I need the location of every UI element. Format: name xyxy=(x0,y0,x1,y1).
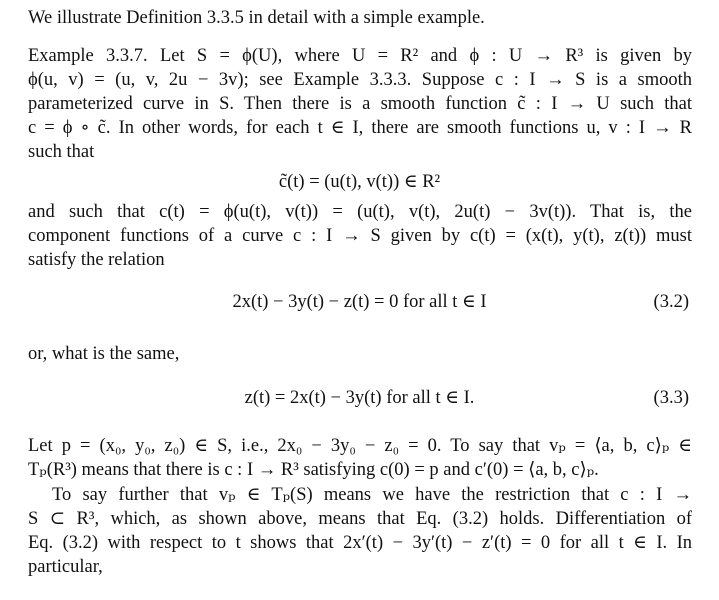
example-line-4: c = ϕ ∘ c̃. In other words, for each t ∈ I, there are smooth functions u, v : I → R xyxy=(28,118,692,138)
paragraph-line-6: particular, xyxy=(28,557,103,577)
example-line-2: ϕ(u, v) = (u, v, 2u − 3v); see Example 3.3.3. Suppose c : I → S is a smooth xyxy=(28,70,692,90)
example-line-8: satisfy the relation xyxy=(28,250,165,270)
equation-3-2-number: (3.2) xyxy=(653,292,689,312)
example-line-6: and such that c(t) = ϕ(u(t), v(t)) = (u(t), v(t), 2u(t) − 3v(t)). That is, the xyxy=(28,202,692,222)
paragraph-line-5: Eq. (3.2) with respect to t shows that 2x′(t) − 3y′(t) − z′(t) = 0 for all t ∈ I. In xyxy=(28,533,692,553)
equation-3-3-body: z(t) = 2x(t) − 3y(t) for all t ∈ I. xyxy=(244,388,475,408)
paragraph-line-4: S ⊂ R³, which, as shown above, means that Eq. (3.2) holds. Differentiation of xyxy=(28,509,692,529)
paragraph-line-1: Let p = (x₀, y₀, z₀) ∈ S, i.e., 2x₀ − 3y₀ − z₀ = 0. To say that vₚ = ⟨a, b, c⟩ₚ ∈ xyxy=(28,436,692,456)
equation-3-2-body: 2x(t) − 3y(t) − z(t) = 0 for all t ∈ I xyxy=(232,292,487,312)
display-curve-lift: c̃(t) = (u(t), v(t)) ∈ R² xyxy=(278,172,441,192)
equation-3-3-number: (3.3) xyxy=(653,388,689,408)
paragraph-line-2: Tₚ(R³) means that there is c : I → R³ satisfying c(0) = p and c′(0) = ⟨a, b, c⟩ₚ. xyxy=(28,460,599,480)
paragraph-line-3: To say further that vₚ ∈ Tₚ(S) means we have the restriction that c : I → xyxy=(52,485,692,505)
example-line-3: parameterized curve in S. Then there is a smooth function c̃ : I → U such that xyxy=(28,94,692,114)
example-line-5: such that xyxy=(28,142,95,162)
example-line-7: component functions of a curve c : I → S given by c(t) = (x(t), y(t), z(t)) must xyxy=(28,226,692,246)
example-line-1: Example 3.3.7. Let S = ϕ(U), where U = R² and ϕ : U → R³ is given by xyxy=(28,46,692,66)
transition-line: or, what is the same, xyxy=(28,344,180,364)
intro-sentence: We illustrate Definition 3.3.5 in detail with a simple example. xyxy=(28,8,485,28)
